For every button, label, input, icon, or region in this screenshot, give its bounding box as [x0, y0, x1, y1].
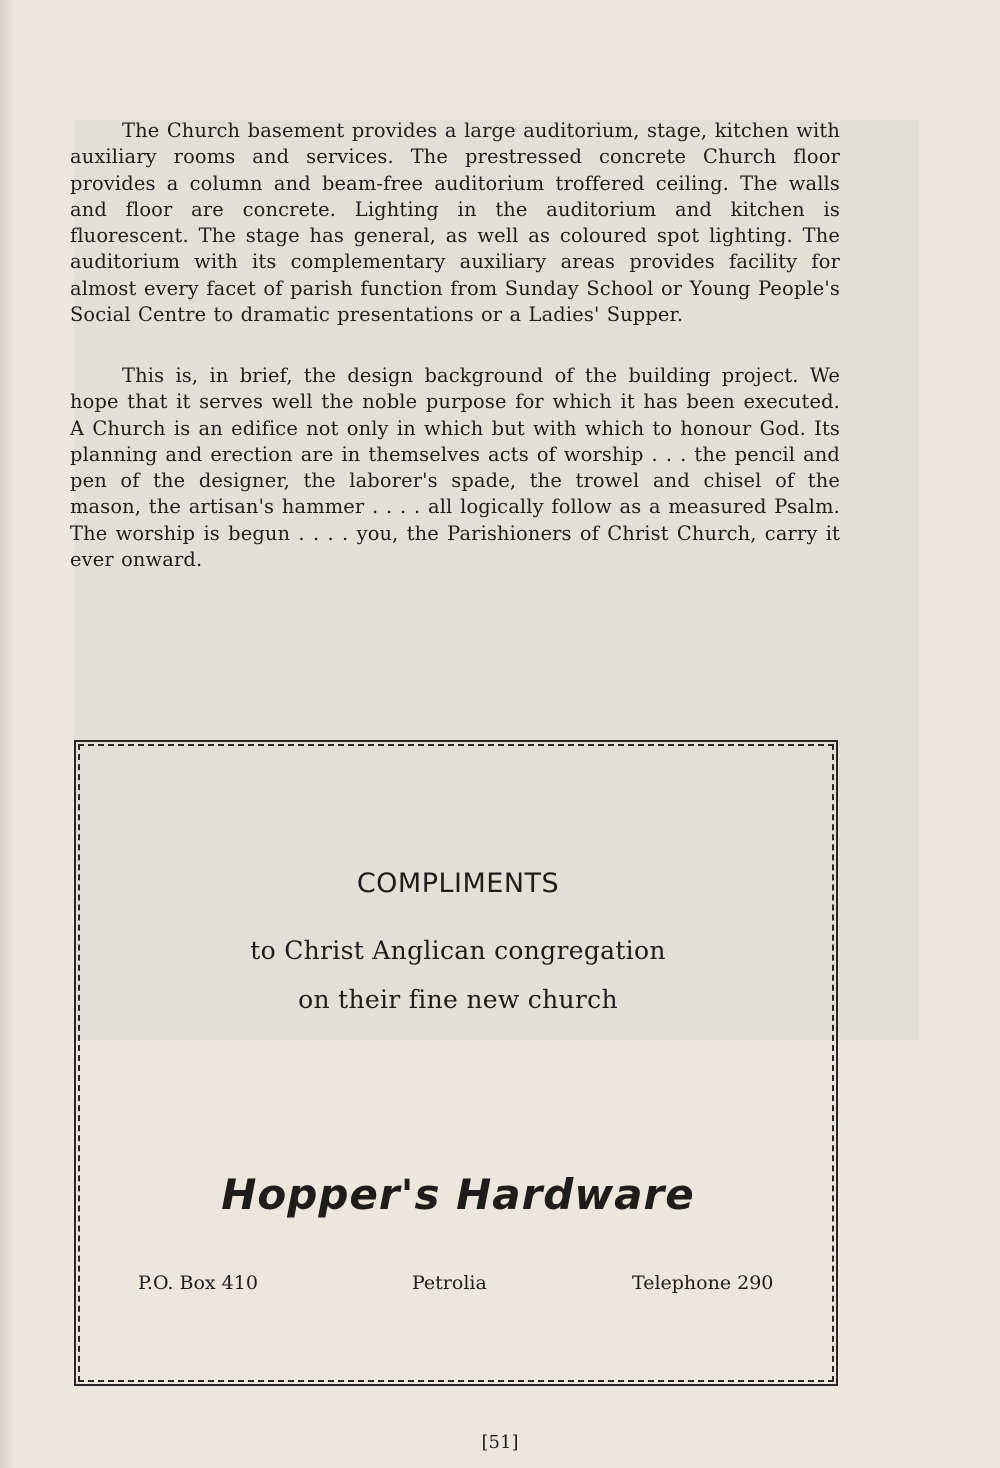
- ad-business-name: Hopper's Hardware: [221, 1170, 695, 1219]
- ad-po-box: P.O. Box 410: [138, 1272, 258, 1294]
- ad-town: Petrolia: [412, 1272, 487, 1294]
- ad-dedication-line-2: on their fine new church: [298, 985, 618, 1014]
- page-spine-shadow: [0, 0, 14, 1468]
- page-number: [51]: [481, 1432, 519, 1453]
- body-paragraph-2: This is, in brief, the design background of the building project. We hope that it serves well the noble purpose for which it has been executed. A Church is an edifice not only in which but with which to honour God. Its planning and erection are in themselves acts of worship . . . the pencil and pen of the designer, the laborer's spade, the trowel and chisel of the mason, the artisan's hammer . . . . all logically follow as a measured Psalm. The worship is begun . . . . you, the Parishioners of Christ Church, carry it ever onward.: [70, 364, 840, 572]
- ad-dedication-line-1: to Christ Anglican congregation: [250, 936, 666, 965]
- advertisement-box: [74, 740, 838, 1386]
- ad-telephone: Telephone 290: [632, 1272, 774, 1294]
- body-paragraph-1: The Church basement provides a large auditorium, stage, kitchen with auxiliary rooms and services. The prestressed concrete Church floor provides a column and beam-free auditorium troffered ceiling. The walls and floor are concrete. Lighting in the auditorium and kitchen is fluorescent. The stage has general, as well as coloured spot lighting. The auditorium with its complementary auxiliary areas provides facility for almost every facet of parish function from Sunday School or Young People's Social Centre to dramatic presentations or a Ladies' Supper.: [70, 119, 840, 327]
- ad-heading: COMPLIMENTS: [356, 868, 560, 899]
